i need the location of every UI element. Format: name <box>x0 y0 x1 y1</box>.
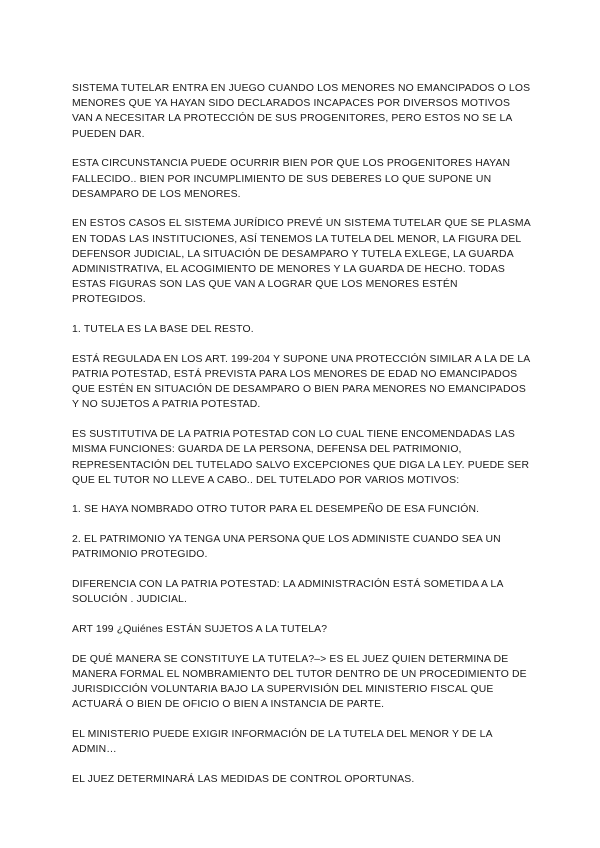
paragraph-judge-measures: EL JUEZ DETERMINARÁ LAS MEDIDAS DE CONTROL OPORTUNAS. <box>72 773 415 785</box>
paragraph-regulation: ESTÁ REGULADA EN LOS ART. 199-204 Y SUPONE UNA PROTECCIÓN SIMILAR A LA DE LA PATRIA POTESTAD, ESTÁ PREVISTA PARA LOS MENORES DE EDAD NO EMANCIPADOS QUE ESTÉN EN SITUACIÓN DE DESAMPARO O BIEN PARA MENORES NO EMANCIPADOS Y NO SUJETOS A PATRIA POTESTAD. <box>72 353 530 411</box>
paragraph-legal-system: EN ESTOS CASOS EL SISTEMA JURÍDICO PREVÉ UN SISTEMA TUTELAR QUE SE PLASMA EN TODAS LAS INSTITUCIONES, ASÍ TENEMOS LA TUTELA DEL MENOR, LA FIGURA DEL DEFENSOR JUDICIAL, LA SITUACIÓN DE DESAMPARO Y TUTELA EXLEGE, LA GUARDA ADMINISTRATIVA, EL ACOGIMIENTO DE MENORES Y LA GUARDA DE HECHO. TODAS ESTAS FIGURAS SON LAS QUE VAN A LOGRAR QUE LOS MENORES ESTÉN PROTEGIDOS. <box>72 218 531 306</box>
paragraph-article-199: ART 199 ¿Quiénes ESTÁN SUJETOS A LA TUTELA? <box>72 623 328 635</box>
paragraph-circumstance: ESTA CIRCUNSTANCIA PUEDE OCURRIR BIEN POR QUE LOS PROGENITORES HAYAN FALLECIDO.. BIEN POR INCUMPLIMIENTO DE SUS DEBERES LO QUE SUPONE UN DESAMPARO DE LOS MENORES. <box>72 158 511 200</box>
paragraph-ministry: EL MINISTERIO PUEDE EXIGIR INFORMACIÓN DE LA TUTELA DEL MENOR Y DE LA ADMIN… <box>72 729 493 756</box>
document-page <box>72 81 532 802</box>
list-item-reason-1: 1. SE HAYA NOMBRADO OTRO TUTOR PARA EL DESEMPEÑO DE ESA FUNCIÓN. <box>72 504 480 516</box>
paragraph-constitution: DE QUÉ MANERA SE CONSTITUYE LA TUTELA?–> ES EL JUEZ QUIEN DETERMINA DE MANERA FORMAL EL NOMBRAMIENTO DEL TUTOR DENTRO DE UN PROCEDIMIENTO DE JURISDICCIÓN VOLUNTARIA BAJO LA SUPERVISIÓN DEL MINISTERIO FISCAL QUE ACTUARÁ O BIEN DE OFICIO O BIEN A INSTANCIA DE PARTE. <box>72 653 527 711</box>
paragraph-substitute: ES SUSTITUTIVA DE LA PATRIA POTESTAD CON LO CUAL TIENE ENCOMENDADAS LAS MISMA FUNCIONES: GUARDA DE LA PERSONA, DEFENSA DEL PATRIMONIO, REPRESENTACIÓN DEL TUTELADO SALVO EXCEPCIONES QUE DIGA LA LEY. PUEDE SER QUE EL TUTOR NO LLEVE A CABO.. DEL TUTELADO POR VARIOS MOTIVOS: <box>72 429 530 486</box>
paragraph-difference: DIFERENCIA CON LA PATRIA POTESTAD: LA ADMINISTRACIÓN ESTÁ SOMETIDA A LA SOLUCIÓN . JUDICIAL. <box>72 579 503 606</box>
paragraph-intro: SISTEMA TUTELAR ENTRA EN JUEGO CUANDO LOS MENORES NO EMANCIPADOS O LOS MENORES QUE YA HAYAN SIDO DECLARADOS INCAPACES POR DIVERSOS MOTIVOS VAN A NECESITAR LA PROTECCIÓN DE SUS PROGENITORES, PERO ESTOS NO SE LA PUEDEN DAR. <box>72 83 531 140</box>
section-heading-tutela: 1. TUTELA ES LA BASE DEL RESTO. <box>72 324 254 336</box>
list-item-reason-2: 2. EL PATRIMONIO YA TENGA UNA PERSONA QUE LOS ADMINISTE CUANDO SEA UN PATRIMONIO PROTEGIDO. <box>72 534 501 561</box>
